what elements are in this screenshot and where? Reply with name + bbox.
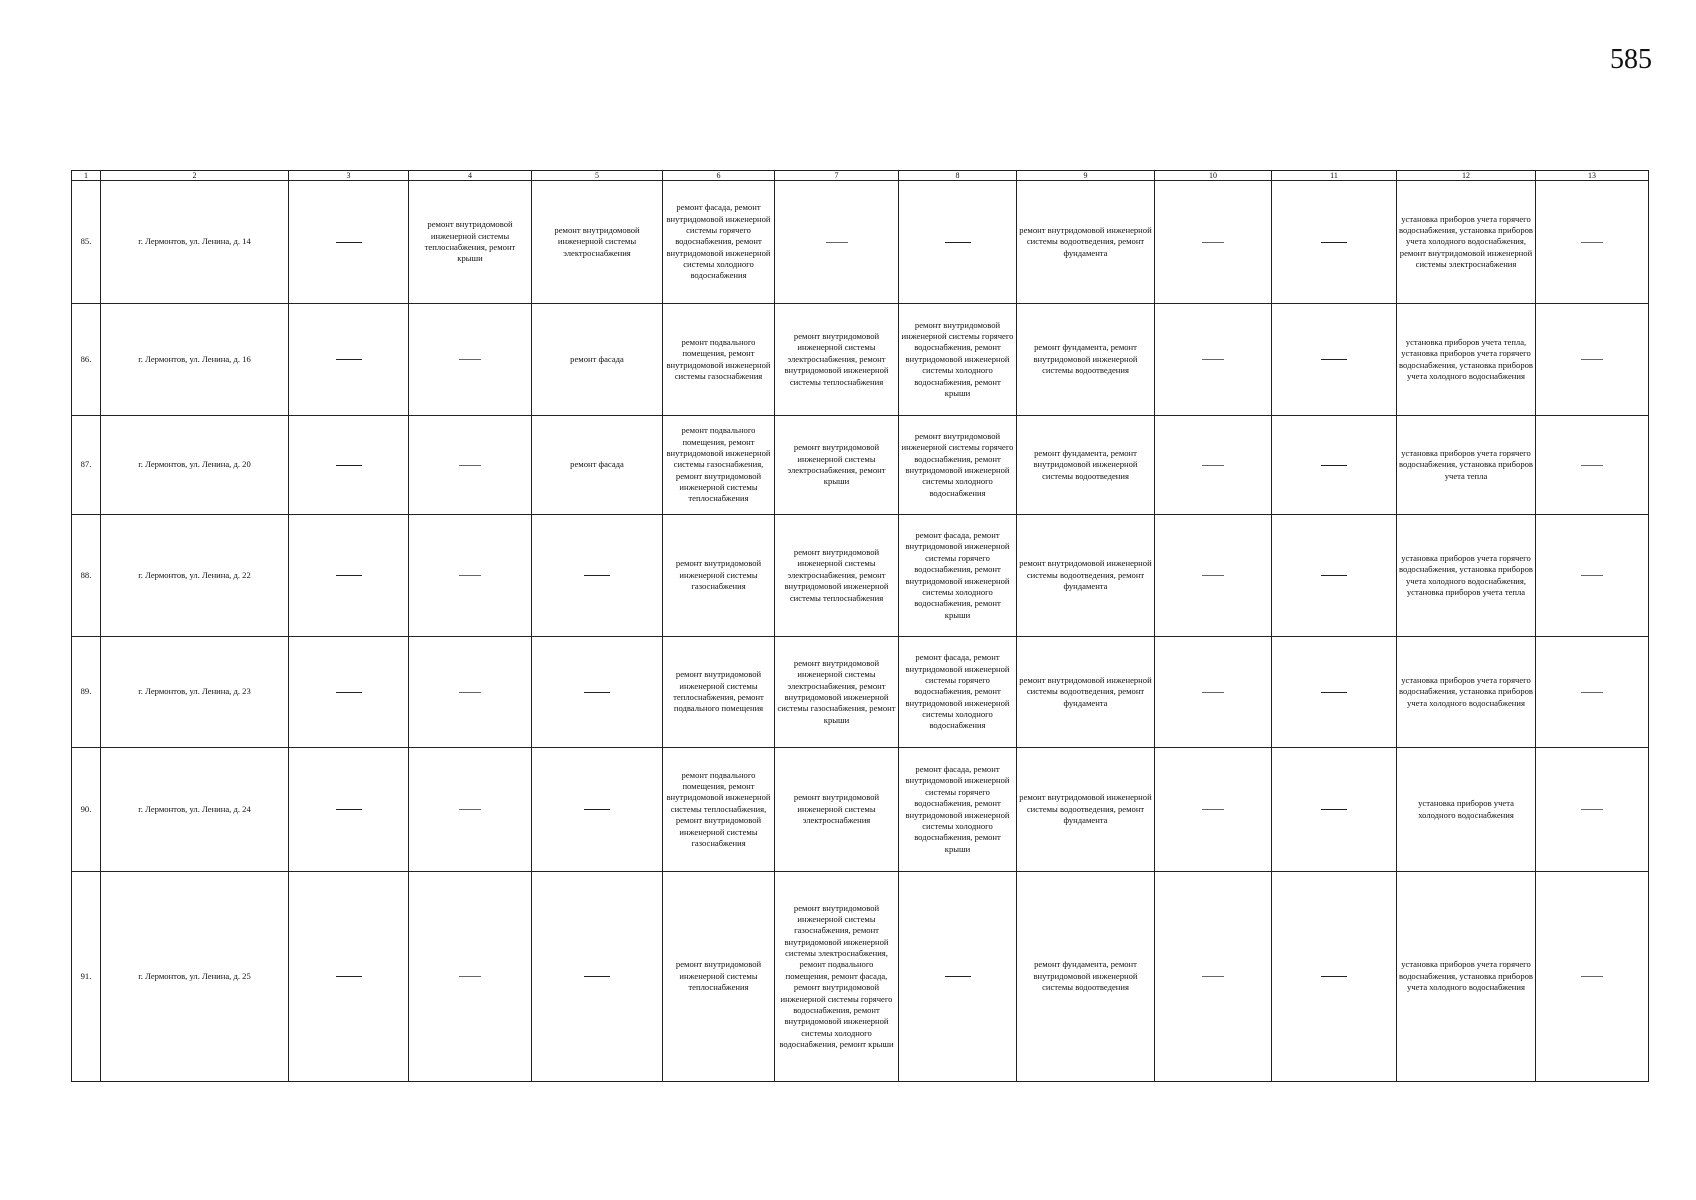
cell-col-9: ремонт внутридомовой инженерной системы водоотведения, ремонт фундамента xyxy=(1017,637,1155,748)
cell-col-12: установка приборов учета горячего водоснабжения, установка приборов учета тепла xyxy=(1397,416,1536,515)
column-header: 1 xyxy=(72,171,101,181)
cell-col-13 xyxy=(1536,637,1649,748)
cell-col-4 xyxy=(409,416,532,515)
cell-col-10 xyxy=(1155,748,1272,872)
column-header: 6 xyxy=(663,171,775,181)
cell-col-9: ремонт внутридомовой инженерной системы водоотведения, ремонт фундамента xyxy=(1017,515,1155,637)
cell-col-9: ремонт фундамента, ремонт внутридомовой инженерной системы водоотведения xyxy=(1017,416,1155,515)
empty-dash xyxy=(1581,692,1603,693)
address-cell: г. Лермонтов, ул. Ленина, д. 16 xyxy=(101,304,289,416)
row-number: 87. xyxy=(72,416,101,515)
cell-col-6: ремонт подвального помещения, ремонт внутридомовой инженерной системы газоснабжения, ремонт внутридомовой инженерной системы теплоснабжения xyxy=(663,416,775,515)
row-number: 86. xyxy=(72,304,101,416)
cell-col-7: ремонт внутридомовой инженерной системы газоснабжения, ремонт внутридомовой инженерной системы электроснабжения, ремонт подвального помещения, ремонт фасада, ремонт внутридомовой инженерной системы горячего водоснабжения, ремонт внутридомовой инженерной системы холодного водоснабжения, ремонт крыши xyxy=(775,872,899,1082)
cell-col-4 xyxy=(409,872,532,1082)
empty-dash xyxy=(1321,242,1347,243)
empty-dash xyxy=(584,809,610,810)
cell-col-6: ремонт фасада, ремонт внутридомовой инженерной системы горячего водоснабжения, ремонт внутридомовой инженерной системы холодного водоснабжения xyxy=(663,181,775,304)
cell-col-6: ремонт внутридомовой инженерной системы теплоснабжения xyxy=(663,872,775,1082)
cell-col-10 xyxy=(1155,637,1272,748)
cell-col-12: установка приборов учета тепла, установка приборов учета горячего водоснабжения, установка приборов учета холодного водоснабжения xyxy=(1397,304,1536,416)
cell-col-4: ремонт внутридомовой инженерной системы теплоснабжения, ремонт крыши xyxy=(409,181,532,304)
cell-col-7 xyxy=(775,181,899,304)
empty-dash xyxy=(584,976,610,977)
empty-dash xyxy=(459,359,481,360)
cell-col-5 xyxy=(532,515,663,637)
empty-dash xyxy=(1581,359,1603,360)
cell-col-8: ремонт фасада, ремонт внутридомовой инженерной системы горячего водоснабжения, ремонт внутридомовой инженерной системы холодного водоснабжения xyxy=(899,637,1017,748)
cell-col-4 xyxy=(409,637,532,748)
cell-col-5 xyxy=(532,748,663,872)
cell-col-10 xyxy=(1155,872,1272,1082)
cell-col-10 xyxy=(1155,515,1272,637)
cell-col-11 xyxy=(1272,304,1397,416)
empty-dash xyxy=(945,976,971,977)
empty-dash xyxy=(1321,976,1347,977)
cell-col-12: установка приборов учета горячего водоснабжения, установка приборов учета холодного водоснабжения, ремонт внутридомовой инженерной системы электроснабжения xyxy=(1397,181,1536,304)
cell-col-7: ремонт внутридомовой инженерной системы электроснабжения, ремонт крыши xyxy=(775,416,899,515)
cell-col-6: ремонт внутридомовой инженерной системы теплоснабжения, ремонт подвального помещения xyxy=(663,637,775,748)
column-header: 7 xyxy=(775,171,899,181)
cell-col-7: ремонт внутридомовой инженерной системы электроснабжения, ремонт внутридомовой инженерной системы теплоснабжения xyxy=(775,304,899,416)
empty-dash xyxy=(336,575,362,576)
cell-col-7: ремонт внутридомовой инженерной системы электроснабжения, ремонт внутридомовой инженерной системы газоснабжения, ремонт крыши xyxy=(775,637,899,748)
empty-dash xyxy=(1581,242,1603,243)
table-body xyxy=(72,181,1649,1082)
cell-col-5: ремонт внутридомовой инженерной системы электроснабжения xyxy=(532,181,663,304)
cell-col-6: ремонт подвального помещения, ремонт внутридомовой инженерной системы газоснабжения xyxy=(663,304,775,416)
cell-col-8: ремонт внутридомовой инженерной системы горячего водоснабжения, ремонт внутридомовой инженерной системы холодного водоснабжения xyxy=(899,416,1017,515)
empty-dash xyxy=(945,242,971,243)
column-header: 2 xyxy=(101,171,289,181)
table-row xyxy=(72,637,1649,748)
cell-col-8: ремонт фасада, ремонт внутридомовой инженерной системы горячего водоснабжения, ремонт внутридомовой инженерной системы холодного водоснабжения, ремонт крыши xyxy=(899,515,1017,637)
row-number: 91. xyxy=(72,872,101,1082)
cell-col-8: ремонт внутридомовой инженерной системы горячего водоснабжения, ремонт внутридомовой инженерной системы холодного водоснабжения, ремонт крыши xyxy=(899,304,1017,416)
row-number: 90. xyxy=(72,748,101,872)
cell-col-3 xyxy=(289,637,409,748)
empty-dash xyxy=(459,976,481,977)
cell-col-3 xyxy=(289,748,409,872)
column-header: 12 xyxy=(1397,171,1536,181)
column-header: 5 xyxy=(532,171,663,181)
cell-col-11 xyxy=(1272,515,1397,637)
empty-dash xyxy=(1581,575,1603,576)
cell-col-3 xyxy=(289,872,409,1082)
address-cell: г. Лермонтов, ул. Ленина, д. 23 xyxy=(101,637,289,748)
column-number-row xyxy=(72,171,1649,181)
cell-col-9: ремонт внутридомовой инженерной системы водоотведения, ремонт фундамента xyxy=(1017,181,1155,304)
cell-col-10 xyxy=(1155,181,1272,304)
cell-col-13 xyxy=(1536,416,1649,515)
empty-dash xyxy=(1202,809,1224,810)
column-header: 9 xyxy=(1017,171,1155,181)
address-cell: г. Лермонтов, ул. Ленина, д. 20 xyxy=(101,416,289,515)
cell-col-10 xyxy=(1155,416,1272,515)
empty-dash xyxy=(459,575,481,576)
empty-dash xyxy=(1581,809,1603,810)
row-number: 89. xyxy=(72,637,101,748)
cell-col-13 xyxy=(1536,748,1649,872)
address-cell: г. Лермонтов, ул. Ленина, д. 22 xyxy=(101,515,289,637)
empty-dash xyxy=(1202,242,1224,243)
row-number: 85. xyxy=(72,181,101,304)
cell-col-6: ремонт внутридомовой инженерной системы газоснабжения xyxy=(663,515,775,637)
cell-col-11 xyxy=(1272,637,1397,748)
table-row xyxy=(72,416,1649,515)
cell-col-3 xyxy=(289,416,409,515)
address-cell: г. Лермонтов, ул. Ленина, д. 24 xyxy=(101,748,289,872)
row-number: 88. xyxy=(72,515,101,637)
empty-dash xyxy=(336,465,362,466)
cell-col-3 xyxy=(289,181,409,304)
cell-col-13 xyxy=(1536,304,1649,416)
address-cell: г. Лермонтов, ул. Ленина, д. 25 xyxy=(101,872,289,1082)
cell-col-12: установка приборов учета холодного водоснабжения xyxy=(1397,748,1536,872)
empty-dash xyxy=(336,692,362,693)
address-cell: г. Лермонтов, ул. Ленина, д. 14 xyxy=(101,181,289,304)
column-header: 3 xyxy=(289,171,409,181)
table-row xyxy=(72,748,1649,872)
empty-dash xyxy=(1581,976,1603,977)
cell-col-9: ремонт фундамента, ремонт внутридомовой инженерной системы водоотведения xyxy=(1017,872,1155,1082)
cell-col-5 xyxy=(532,872,663,1082)
empty-dash xyxy=(826,242,848,243)
repair-schedule-table xyxy=(71,170,1649,1082)
empty-dash xyxy=(459,692,481,693)
empty-dash xyxy=(1202,359,1224,360)
column-header: 8 xyxy=(899,171,1017,181)
empty-dash xyxy=(1202,575,1224,576)
cell-col-9: ремонт фундамента, ремонт внутридомовой инженерной системы водоотведения xyxy=(1017,304,1155,416)
empty-dash xyxy=(1321,575,1347,576)
cell-col-11 xyxy=(1272,872,1397,1082)
cell-col-13 xyxy=(1536,181,1649,304)
cell-col-7: ремонт внутридомовой инженерной системы электроснабжения xyxy=(775,748,899,872)
cell-col-9: ремонт внутридомовой инженерной системы водоотведения, ремонт фундамента xyxy=(1017,748,1155,872)
cell-col-4 xyxy=(409,748,532,872)
cell-col-4 xyxy=(409,515,532,637)
cell-col-4 xyxy=(409,304,532,416)
cell-col-12: установка приборов учета горячего водоснабжения, установка приборов учета холодного водоснабжения xyxy=(1397,872,1536,1082)
cell-col-12: установка приборов учета горячего водоснабжения, установка приборов учета холодного водоснабжения xyxy=(1397,637,1536,748)
cell-col-8: ремонт фасада, ремонт внутридомовой инженерной системы горячего водоснабжения, ремонт внутридомовой инженерной системы холодного водоснабжения, ремонт крыши xyxy=(899,748,1017,872)
column-header: 11 xyxy=(1272,171,1397,181)
empty-dash xyxy=(459,465,481,466)
cell-col-12: установка приборов учета горячего водоснабжения, установка приборов учета холодного водоснабжения, установка приборов учета тепла xyxy=(1397,515,1536,637)
table-row xyxy=(72,304,1649,416)
cell-col-11 xyxy=(1272,748,1397,872)
table-row xyxy=(72,515,1649,637)
column-header: 13 xyxy=(1536,171,1649,181)
cell-col-13 xyxy=(1536,515,1649,637)
cell-col-3 xyxy=(289,515,409,637)
empty-dash xyxy=(1202,465,1224,466)
empty-dash xyxy=(1581,465,1603,466)
cell-col-10 xyxy=(1155,304,1272,416)
cell-col-3 xyxy=(289,304,409,416)
cell-col-11 xyxy=(1272,181,1397,304)
empty-dash xyxy=(1321,809,1347,810)
empty-dash xyxy=(1321,359,1347,360)
cell-col-5: ремонт фасада xyxy=(532,304,663,416)
column-header: 4 xyxy=(409,171,532,181)
cell-col-7: ремонт внутридомовой инженерной системы электроснабжения, ремонт внутридомовой инженерной системы теплоснабжения xyxy=(775,515,899,637)
empty-dash xyxy=(336,809,362,810)
cell-col-11 xyxy=(1272,416,1397,515)
cell-col-5: ремонт фасада xyxy=(532,416,663,515)
cell-col-13 xyxy=(1536,872,1649,1082)
empty-dash xyxy=(336,242,362,243)
empty-dash xyxy=(1202,692,1224,693)
empty-dash xyxy=(336,976,362,977)
empty-dash xyxy=(1321,692,1347,693)
empty-dash xyxy=(459,809,481,810)
empty-dash xyxy=(584,692,610,693)
column-header: 10 xyxy=(1155,171,1272,181)
table-row xyxy=(72,872,1649,1082)
cell-col-8 xyxy=(899,872,1017,1082)
page-number: 585 xyxy=(1610,44,1652,75)
cell-col-6: ремонт подвального помещения, ремонт внутридомовой инженерной системы теплоснабжения, ремонт внутридомовой инженерной системы газоснабжения xyxy=(663,748,775,872)
empty-dash xyxy=(584,575,610,576)
empty-dash xyxy=(1202,976,1224,977)
table-row xyxy=(72,181,1649,304)
cell-col-8 xyxy=(899,181,1017,304)
empty-dash xyxy=(1321,465,1347,466)
empty-dash xyxy=(336,359,362,360)
cell-col-5 xyxy=(532,637,663,748)
